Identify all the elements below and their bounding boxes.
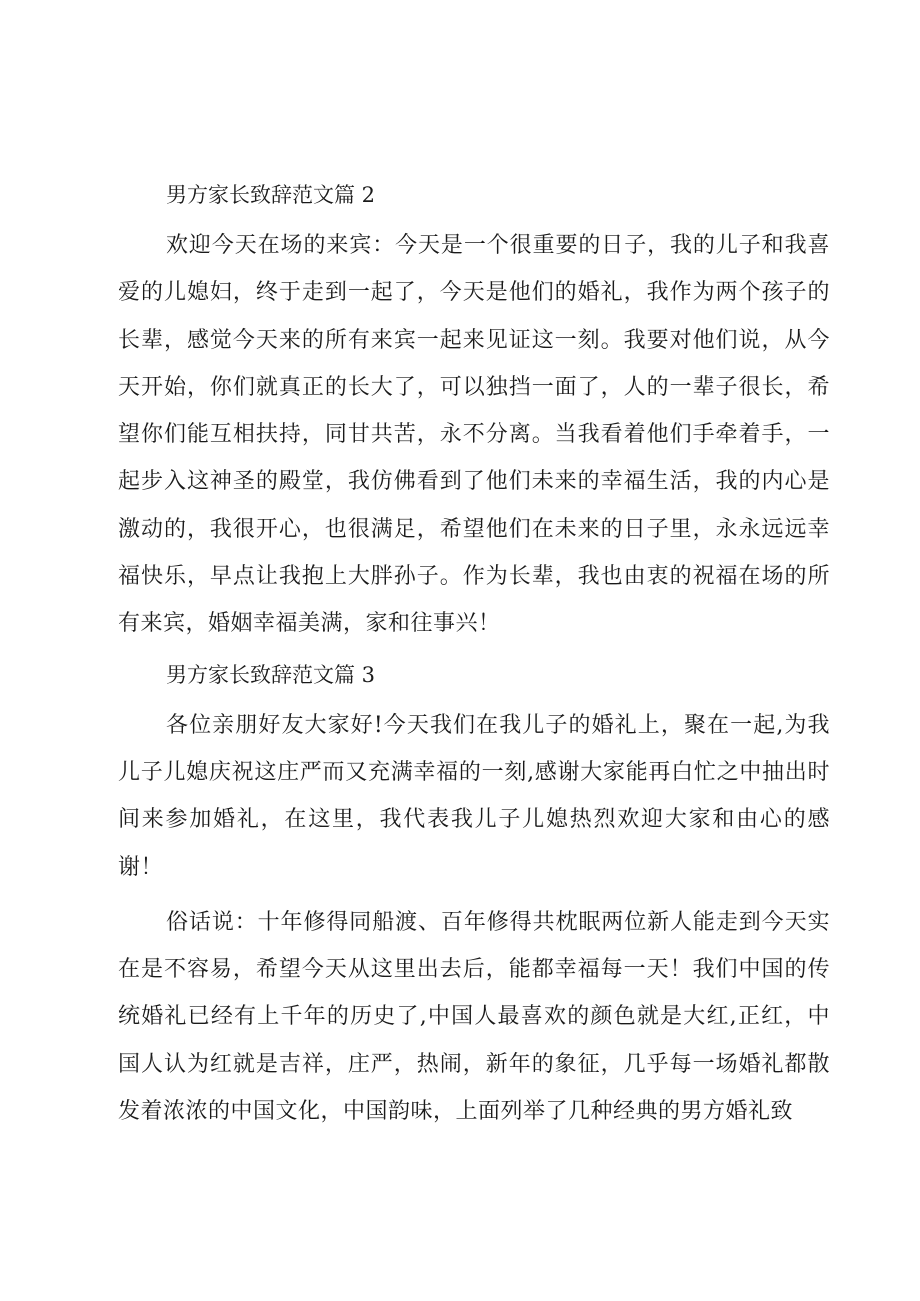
- section-3-heading: 男方家长致辞范文篇 3: [166, 662, 376, 687]
- paragraph-gap: [118, 891, 830, 899]
- section-3-paragraph-1: 各位亲朋好友大家好!今天我们在我儿子的婚礼上，聚在一起,为我儿子儿媳庆祝这庄严而又充满幸福的一刻,感谢大家能再白忙之中抽出时间来参加婚礼，在这里，我代表我儿子儿媳热烈欢迎大家和由心的感谢！: [118, 712, 830, 880]
- document-page: [118, 168, 830, 1135]
- section-3-paragraph-2: 俗话说：十年修得同船渡、百年修得共枕眠两位新人能走到今天实在是不容易，希望今天从这里出去后，能都幸福每一天！我们中国的传统婚礼已经有上千年的历史了,中国人最喜欢的颜色就是大红,正红，中国人认为红就是吉祥，庄严，热闹，新年的象征，几乎每一场婚礼都散发着浓浓的中国文化，中国韵味，上面列举了几种经典的男方婚礼致: [118, 909, 830, 1125]
- section-2-heading: 男方家长致辞范文篇 2: [166, 183, 376, 207]
- section-2-paragraph: 欢迎今天在场的来宾：今天是一个很重要的日子，我的儿子和我喜爱的儿媳妇，终于走到一起了，今天是他们的婚礼，我作为两个孩子的长辈，感觉今天来的所有来宾一起来见证这一刻。我要对他们说，从今天开始，你们就真正的长大了，可以独挡一面了，人的一辈子很长，希望你们能互相扶持，同甘共苦，永不分离。当我看着他们手牵着手，一起步入这神圣的殿堂，我仿佛看到了他们未来的幸福生活，我的内心是激动的，我很开心，也很满足，希望他们在未来的日子里，永永远远幸福快乐，早点让我抱上大胖孙子。作为长辈，我也由衷的祝福在场的所有来宾，婚姻幸福美满，家和往事兴！: [118, 233, 830, 637]
